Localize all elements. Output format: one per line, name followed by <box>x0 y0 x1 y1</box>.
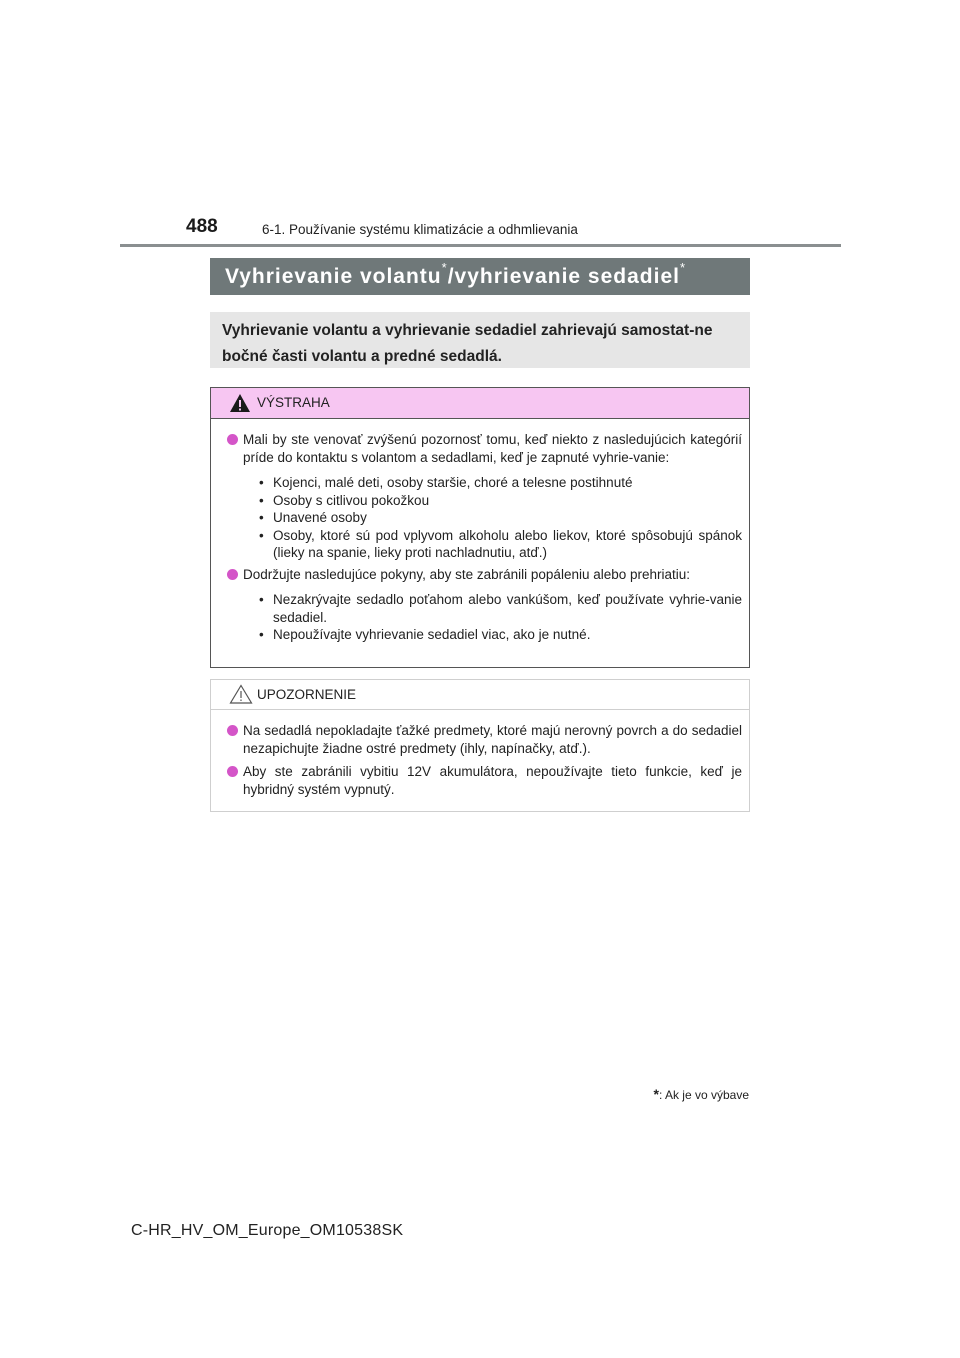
footnote <box>620 1086 749 1102</box>
list-item: Na sedadlá nepokladajte ťažké predmety, ktoré majú nerovný povrch a do sedadiel nezapichujte žiadne ostré predmety (ihly, napínačky, atď.). <box>227 722 742 757</box>
caution-box <box>210 679 750 812</box>
caution-triangle-outline-icon <box>229 684 253 704</box>
title-part-1: Vyhrievanie volantu <box>225 265 442 288</box>
optional-equipment-marker-2: * <box>679 260 687 275</box>
warning-header <box>211 388 749 419</box>
list-item: • Kojenci, malé deti, osoby staršie, choré a telesne postihnuté <box>259 474 742 492</box>
list-item: • Osoby s citlivou pokožkou <box>259 492 742 510</box>
optional-equipment-marker: * <box>441 260 448 275</box>
footnote-marker: * <box>653 1086 659 1102</box>
warning-body <box>211 419 749 644</box>
warning-item-text: Dodržujte nasledujúce pokyny, aby ste zabránili popáleniu alebo prehriatiu: <box>243 566 691 582</box>
header-divider <box>120 244 841 247</box>
section-reference: 6-1. Používanie systému klimatizácie a odhmlievania <box>262 222 578 237</box>
document-code: C-HR_HV_OM_Europe_OM10538SK <box>131 1222 404 1239</box>
list-item: • Osoby, ktoré sú pod vplyvom alkoholu alebo liekov, ktoré spôsobujú spánok (lieky na spanie, lieky proti nachladnutiu, atď.) <box>259 527 742 562</box>
intro-summary: Vyhrievanie volantu a vyhrievanie sedadiel zahrievajú samostat-ne bočné časti volantu a predné sedadlá. <box>210 312 750 368</box>
list-item <box>227 566 742 644</box>
warning-item-text: Mali by ste venovať zvýšenú pozornosť tomu, keď niekto z nasledujúcich kategórií príde do kontaktu s volantom a sedadlami, keď je zapnuté vyhrie-vanie: <box>243 432 742 465</box>
warning-sublist <box>243 591 742 644</box>
caution-label: UPOZORNENIE <box>257 687 357 702</box>
warning-sublist <box>243 474 742 562</box>
list-item: Aby ste zabránili vybitiu 12V akumulátora, nepoužívajte tieto funkcie, keď je hybridný systém vypnutý. <box>227 763 742 798</box>
warning-box <box>210 387 750 668</box>
warning-triangle-icon <box>229 393 251 413</box>
list-item: • Unavené osoby <box>259 509 742 527</box>
warning-label: VÝSTRAHA <box>257 395 330 410</box>
caution-header <box>211 680 749 710</box>
section-title <box>210 258 750 295</box>
title-part-2: /vyhrievanie sedadiel <box>447 265 680 288</box>
list-item <box>227 431 742 562</box>
list-item: • Nezakrývajte sedadlo poťahom alebo vankúšom, keď používate vyhrie-vanie sedadiel. <box>259 591 742 626</box>
footnote-text: : Ak je vo výbave <box>658 1088 749 1102</box>
caution-body <box>211 710 749 798</box>
list-item: • Nepoužívajte vyhrievanie sedadiel viac, ako je nutné. <box>259 626 742 644</box>
page-number: 488 <box>186 216 218 237</box>
